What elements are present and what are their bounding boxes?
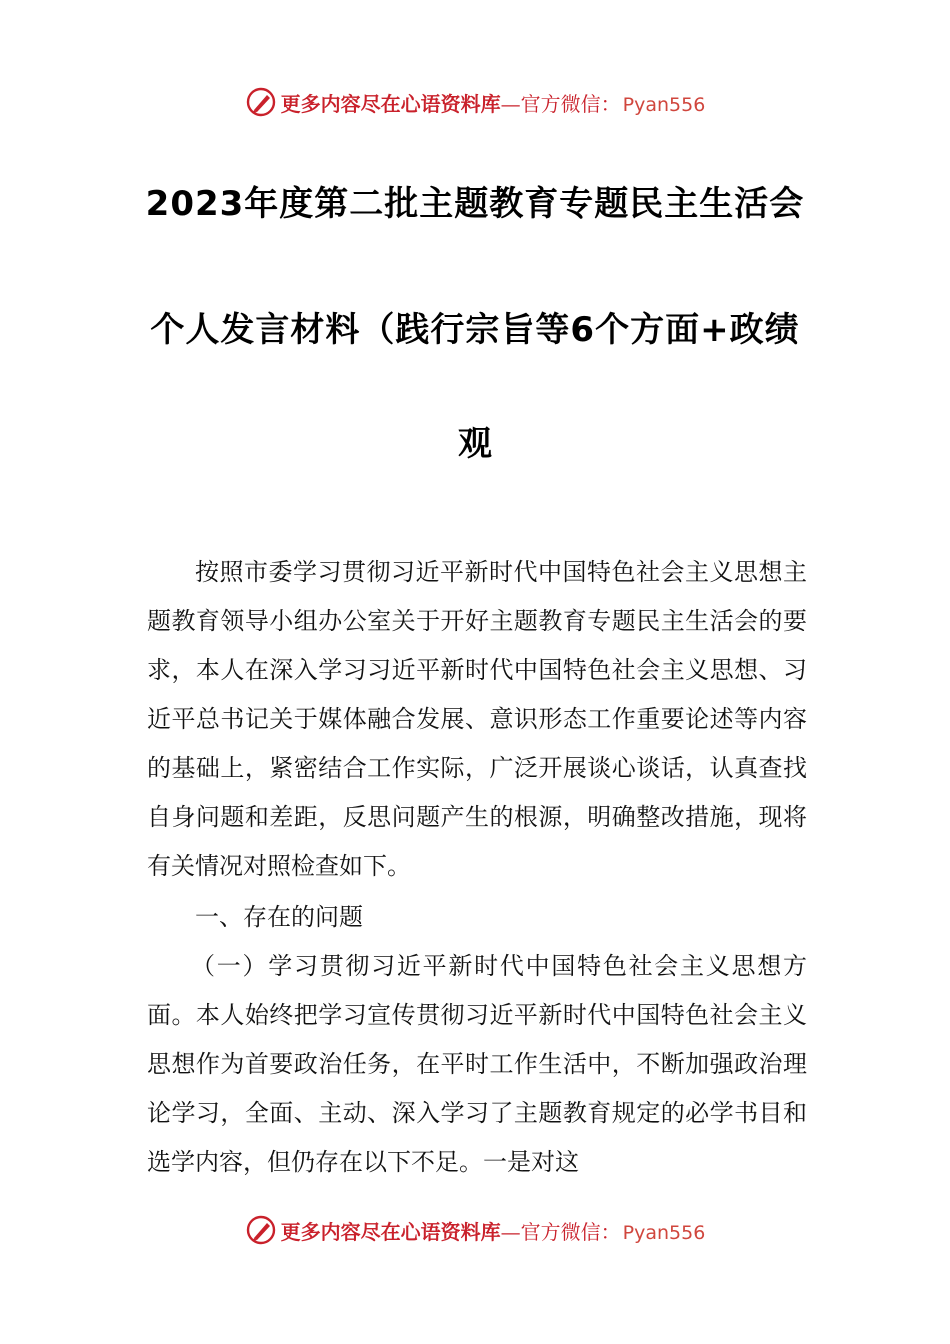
intro-paragraph: 按照市委学习贯彻习近平新时代中国特色社会主义思想主题教育领导小组办公室关于开好主题教育专题民主生活会的要求，本人在深入学习习近平新时代中国特色社会主义思想、习近平总书记关于媒体融合发展、意识形态工作重要论述等内容的基础上，紧密结合工作实际，广泛开展谈心谈话，认真查找自身问题和差距，反思问题产生的根源，明确整改措施，现将有关情况对照检查如下。 bbox=[147, 558, 807, 880]
watermark-cn: 更多内容尽在心语资料库 bbox=[280, 1219, 501, 1244]
watermark-cn: 更多内容尽在心语资料库 bbox=[280, 91, 501, 116]
title-line-3: 观 bbox=[458, 424, 492, 464]
watermark-dash: — bbox=[500, 91, 521, 116]
title-line-1: 2023年度第二批主题教育专题民主生活会 bbox=[145, 184, 805, 224]
watermark-wechat-id: Pyan556 bbox=[622, 93, 706, 116]
pen-logo-icon bbox=[245, 1214, 277, 1246]
section-heading: 一、存在的问题 bbox=[195, 903, 363, 931]
watermark-banner-bottom bbox=[0, 1210, 950, 1250]
document-body bbox=[147, 548, 807, 1187]
section-paragraph: （一）学习贯彻习近平新时代中国特色社会主义思想方面。本人始终把学习宣传贯彻习近平新时代中国特色社会主义思想作为首要政治任务，在平时工作生活中，不断加强政治理论学习，全面、主动、深入学习了主题教育规定的必学书目和选学内容，但仍存在以下不足。一是对这 bbox=[147, 952, 807, 1176]
pen-logo-icon bbox=[245, 86, 277, 118]
watermark-banner-top bbox=[0, 82, 950, 122]
watermark-text bbox=[281, 88, 706, 117]
watermark-text bbox=[281, 1216, 706, 1245]
watermark-official: 官方微信： bbox=[520, 91, 621, 116]
title-line-2: 个人发言材料（践行宗旨等6个方面+政绩 bbox=[150, 310, 800, 350]
watermark-official: 官方微信： bbox=[520, 1219, 621, 1244]
watermark-wechat-id: Pyan556 bbox=[622, 1221, 706, 1244]
watermark-dash: — bbox=[500, 1219, 521, 1244]
